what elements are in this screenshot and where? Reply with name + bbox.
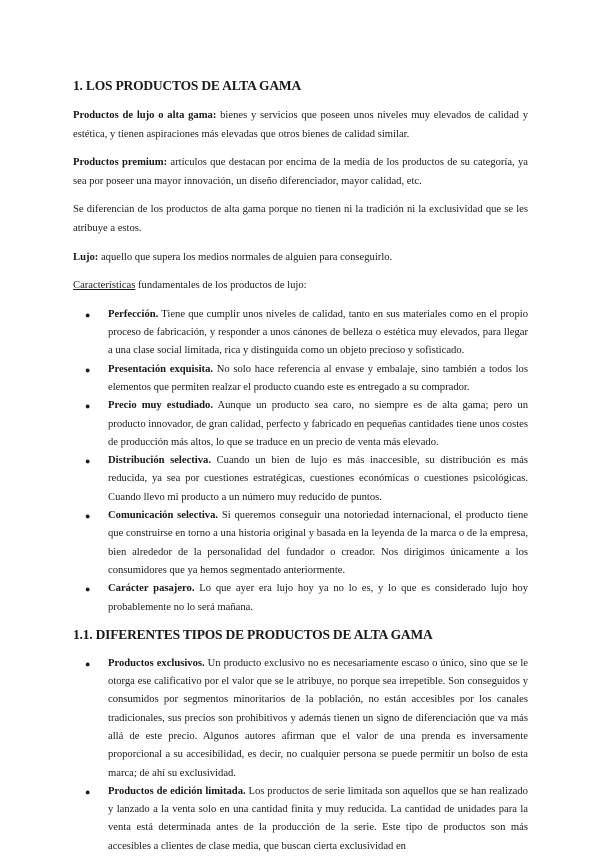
- heading-section-1: 1. LOS PRODUCTOS DE ALTA GAMA: [73, 78, 301, 93]
- item-term: Comunicación selectiva.: [108, 510, 219, 522]
- item-text: No solo hace referencia al envase y embalaje, sino también a todos los elementos que permiten realzar el producto cuando este es entregado a su comprador.: [108, 363, 528, 393]
- list-item: [73, 580, 528, 617]
- product-types-list: [73, 655, 528, 856]
- item-term: Productos de edición limitada.: [108, 785, 246, 797]
- paragraph-text: fundamentales de los productos de lujo:: [135, 280, 307, 292]
- bullet-icon: ●: [85, 786, 91, 797]
- item-term: Carácter pasajero.: [108, 583, 195, 595]
- term: Productos premium:: [73, 157, 168, 169]
- list-item: [73, 507, 528, 580]
- list-item: [73, 306, 528, 361]
- bullet-icon: ●: [85, 584, 91, 595]
- item-text: Lo que ayer era lujo hoy ya no lo es, y lo que es considerado lujo hoy probablemente no lo será mañana.: [108, 583, 528, 613]
- bullet-icon: ●: [85, 401, 91, 412]
- item-text: Aunque un producto sea caro, no siempre es de alta gama; pero un producto innovador, de gran calidad, perfecto y fabricado en pequeñas cantidades tiene unos costes de producción más altos, lo que se traduce en un precio de venta más elevado.: [108, 400, 528, 448]
- bullet-icon: ●: [85, 511, 91, 522]
- item-text: Un producto exclusivo no es necesariamente escaso o único, sino que se le otorga ese calificativo por el valor que se le atribuye, no porque sea irrepetible. Son conseguidos y consumidos por segmentos minoritarios de la población, no están accesibles por los canales tradicionales, sus precios son prohibitivos y además tienen un signo de diferenciación que va más allá de este precio. Algunos autores afirman que el valor de una prenda es inversamente proporcional a su accesibilidad, es decir, no cualquier persona se puede permitir un bolso de esta marca; de ahí su exclusividad.: [108, 657, 528, 779]
- item-text: Tiene que cumplir unos niveles de calidad, tanto en sus materiales como en el propio proceso de fabricación, y responder a unos cánones de belleza o estética muy elevados, para llegar a una clase social limitada, rica y distinguida como un objeto precioso y sofisticado.: [108, 308, 528, 357]
- bullet-icon: ●: [85, 364, 91, 375]
- paragraph-lujo-alta-gama: [73, 107, 528, 144]
- definition: artículos que destacan por encima de la media de los productos de su categoría, ya sea por poseer una mayor innovación, un diseño diferenciador, mayor calidad, etc.: [73, 157, 528, 187]
- list-item: [73, 452, 528, 507]
- underlined-term: Características: [73, 280, 136, 292]
- item-term: Productos exclusivos.: [108, 657, 205, 669]
- definition: bienes y servicios que poseen unos niveles muy elevados de calidad y estética, y tienen aspiraciones más elevadas que otros bienes de calidad similar.: [73, 110, 529, 140]
- term: Lujo:: [73, 251, 99, 263]
- paragraph-caracteristicas: [73, 277, 528, 296]
- characteristics-list: [73, 306, 528, 617]
- item-term: Precio muy estudiado.: [108, 400, 213, 412]
- item-text: Si queremos conseguir una notoriedad internacional, el producto tiene que construirse en torno a una historia original y basada en la leyenda de la marca o de la empresa, bien alrededor de la personalidad del fundador o creador. Nos dirigimos únicamente a los consumidores que ya hemos segmentado anteriormente.: [108, 510, 528, 576]
- paragraph-diferencia: Se diferencian de los productos de alta gama porque no tienen ni la tradición ni la exclusividad que se les atribuye a estos.: [73, 204, 528, 234]
- bullet-icon: ●: [85, 658, 91, 669]
- term: Productos de lujo o alta gama:: [73, 110, 217, 121]
- list-item: [73, 655, 528, 783]
- item-term: Distribución selectiva.: [108, 455, 211, 467]
- bullet-icon: ●: [85, 309, 91, 320]
- list-item: [73, 361, 528, 398]
- list-item: [73, 397, 528, 452]
- item-text: Cuando un bien de lujo es más inaccesible, su distribución es más reducida, ya sea por cuestiones estratégicas, cuestiones económicas o cuestiones psicológicas. Cuando llevo mi producto a un número muy reducido de puntos.: [108, 455, 528, 503]
- definition: aquello que supera los medios normales de alguien para conseguirlo.: [98, 251, 393, 263]
- paragraph-premium: [73, 154, 528, 191]
- item-text: Los productos de serie limitada son aquellos que se han realizado y lanzado a la venta solo en una cantidad finita y muy reducida. La cantidad de unidades para la venta está determinada antes de la producción de la serie. Este tipo de productos son más accesibles a clientes de clase media, que buscan cierta exclusividad en: [108, 785, 528, 852]
- list-item: [73, 783, 528, 856]
- paragraph-lujo: [73, 249, 528, 268]
- item-term: Presentación exquisita.: [108, 363, 214, 375]
- bullet-icon: ●: [85, 456, 91, 467]
- heading-section-1-1: 1.1. DIFERENTES TIPOS DE PRODUCTOS DE ALTA GAMA: [73, 626, 433, 642]
- item-term: Perfección.: [108, 308, 159, 320]
